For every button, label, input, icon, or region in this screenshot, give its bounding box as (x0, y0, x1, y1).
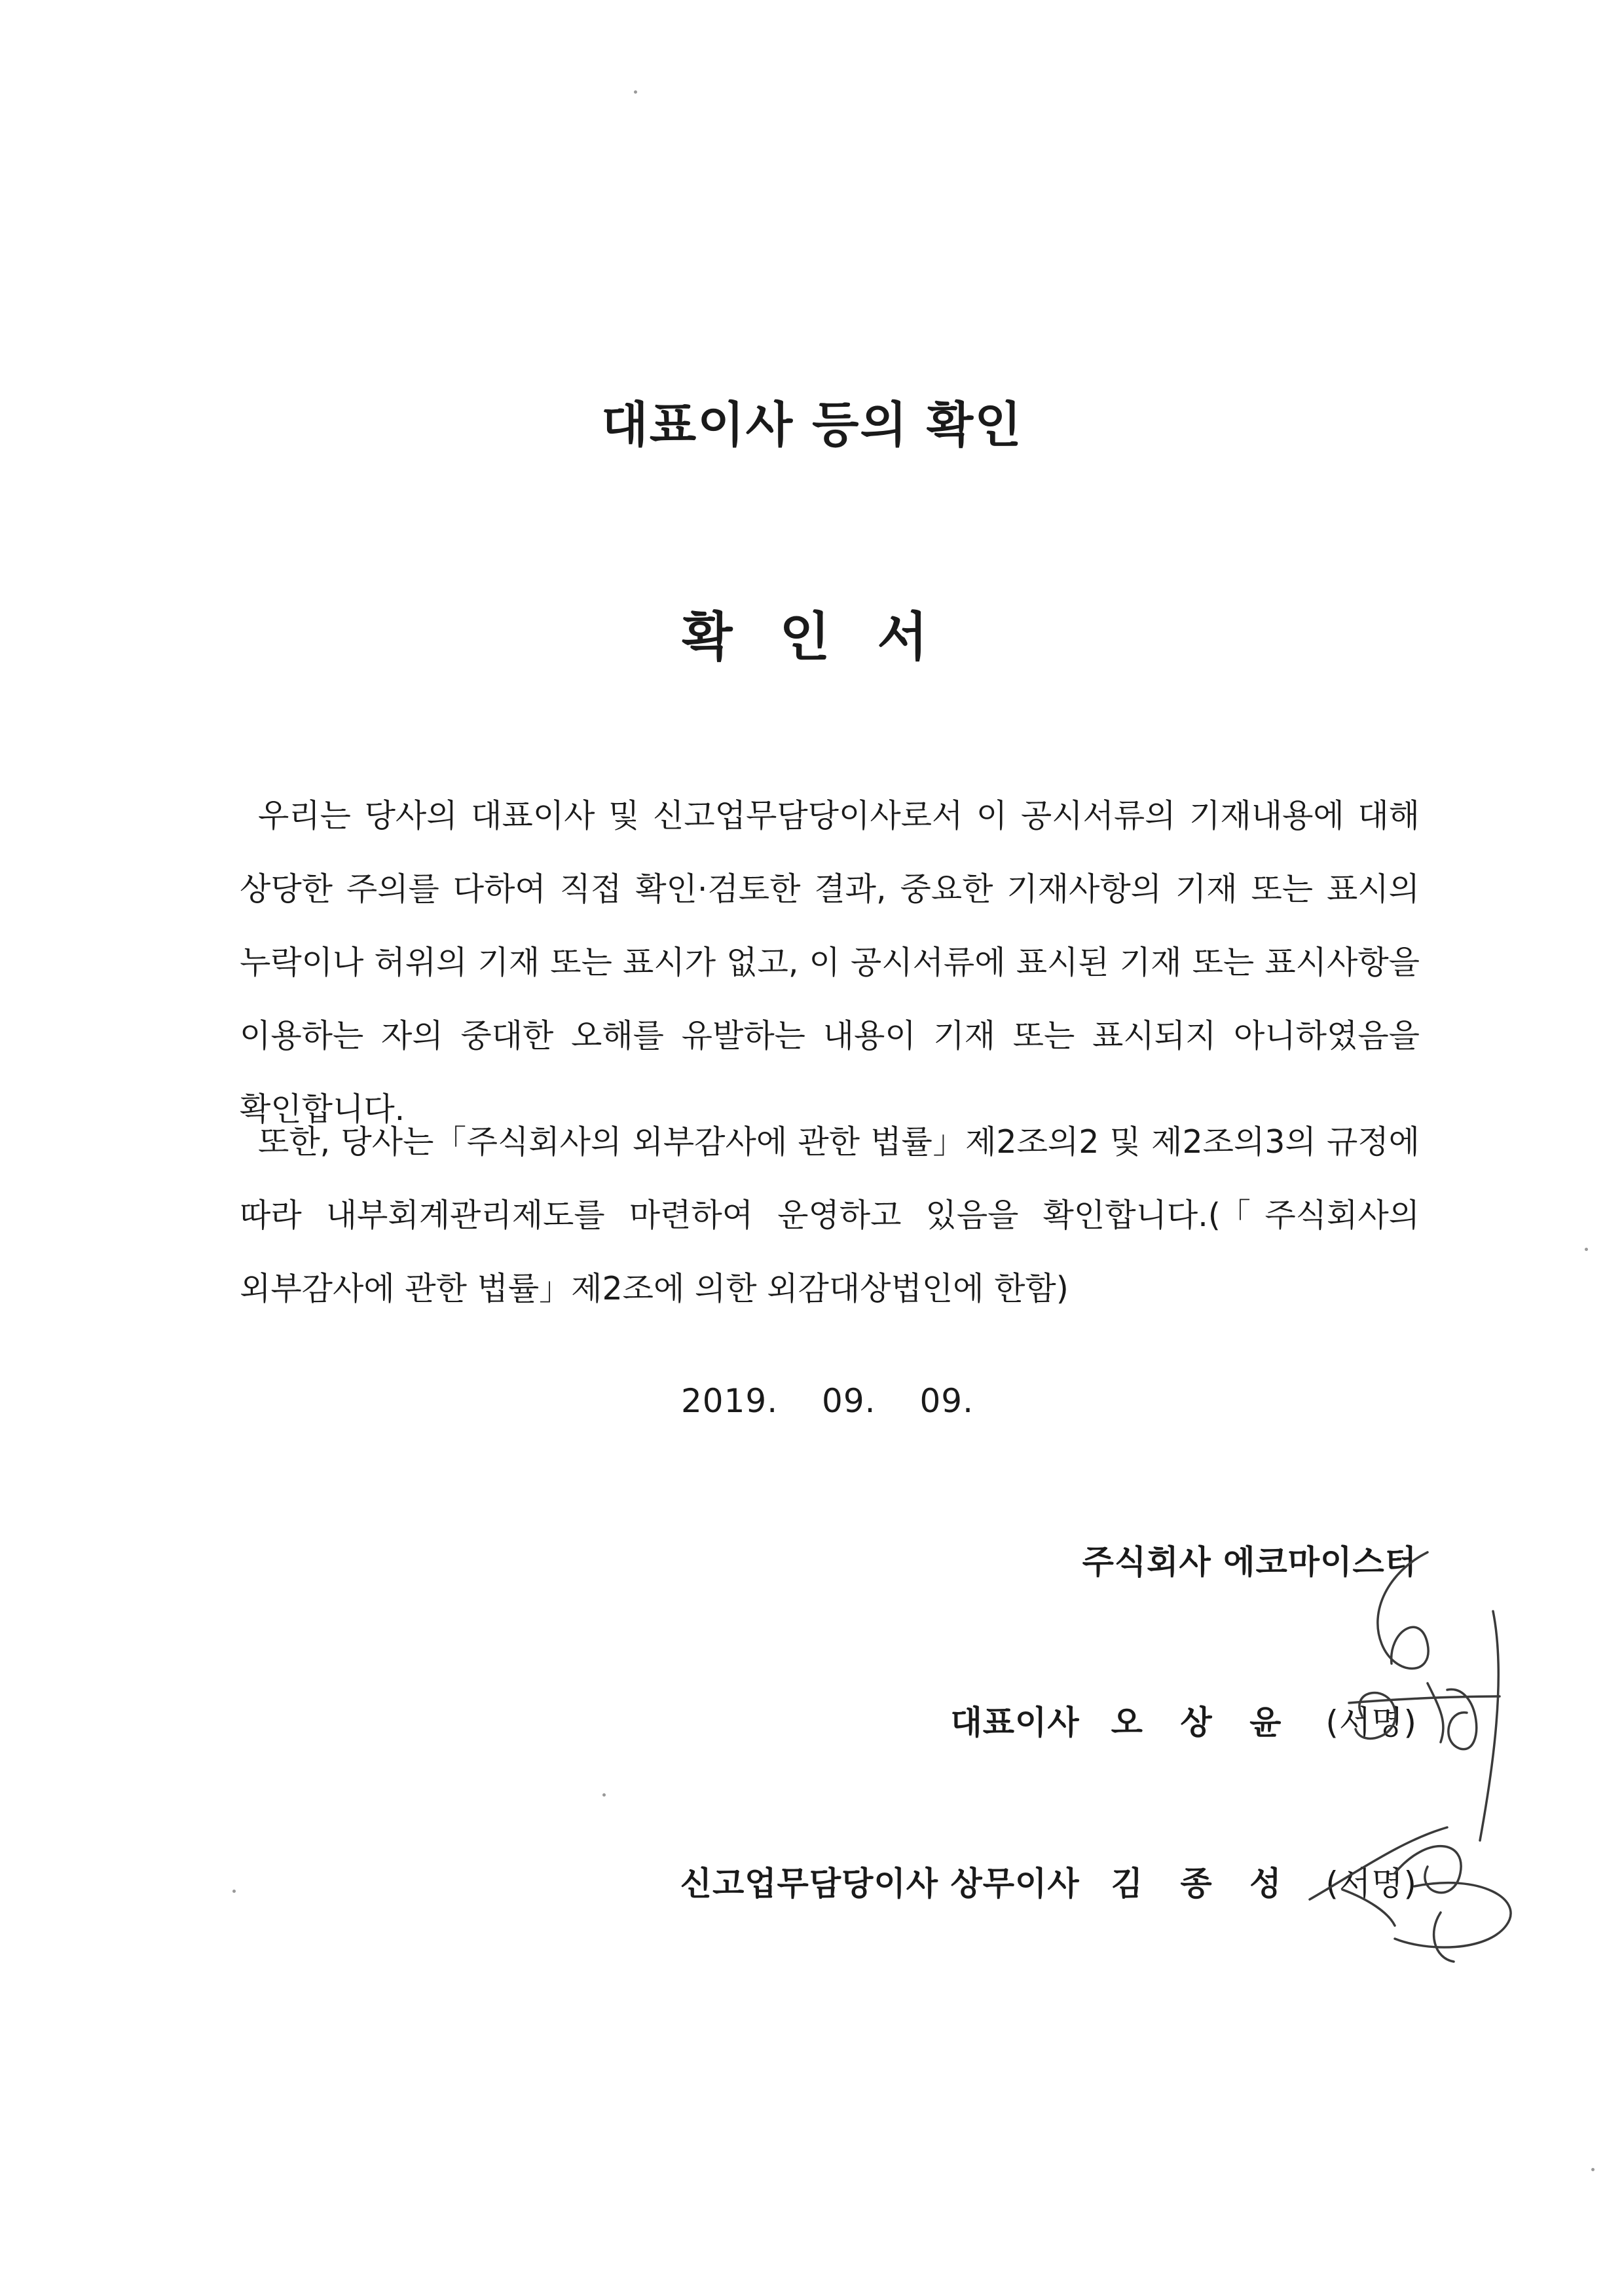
scan-speck (602, 1793, 606, 1797)
document-subtitle: 확 인 서 (682, 606, 942, 667)
internal-control-paragraph-text: 또한, 당사는「주식회사의 외부감사에 관한 법률」제2조의2 및 제2조의3의 규정에 따라 내부회계관리제도를 마련하여 운영하고 있음을 확인합니다.(「주식회사의 외부감사에 관한 법률」제2조에 의한 외감대상법인에 한함) (240, 1123, 1420, 1307)
officer-name: 김 종 성 (1111, 1865, 1295, 1903)
officer-signature-mark: (서명) (1325, 1865, 1417, 1903)
document-title: 대표이사 등의 확인 (601, 397, 1023, 453)
document-date: 2019. 09. 09. (681, 1382, 974, 1420)
ceo-title: 대표이사 (950, 1704, 1080, 1742)
scan-speck (1585, 1248, 1588, 1251)
scan-speck (232, 1890, 236, 1893)
confirmation-paragraph-text: 우리는 당사의 대표이사 및 신고업무담당이사로서 이 공시서류의 기재내용에 대해 상당한 주의를 다하여 직접 확인·검토한 결과, 중요한 기재사항의 기재 또는 표시의 누락이나 허위의 기재 또는 표시가 없고, 이 공시서류에 표시된 기재 또는 표시사항을 이용하는 자의 중대한 오해를 유발하는 내용이 기재 또는 표시되지 아니하였음을 확인합니다. (240, 797, 1420, 1128)
scan-speck (634, 90, 637, 94)
scan-speck (1591, 2168, 1595, 2171)
handwritten-signature (1231, 1533, 1532, 1991)
ceo-name: 오 상 윤 (1111, 1704, 1295, 1742)
internal-control-paragraph (240, 1106, 1420, 1326)
ceo-signature-mark: (서명) (1325, 1704, 1417, 1742)
company-name: 주식회사 에코마이스터 (1082, 1543, 1417, 1581)
confirmation-paragraph (240, 779, 1420, 1146)
officer-title: 신고업무담당이사 상무이사 (680, 1865, 1080, 1903)
